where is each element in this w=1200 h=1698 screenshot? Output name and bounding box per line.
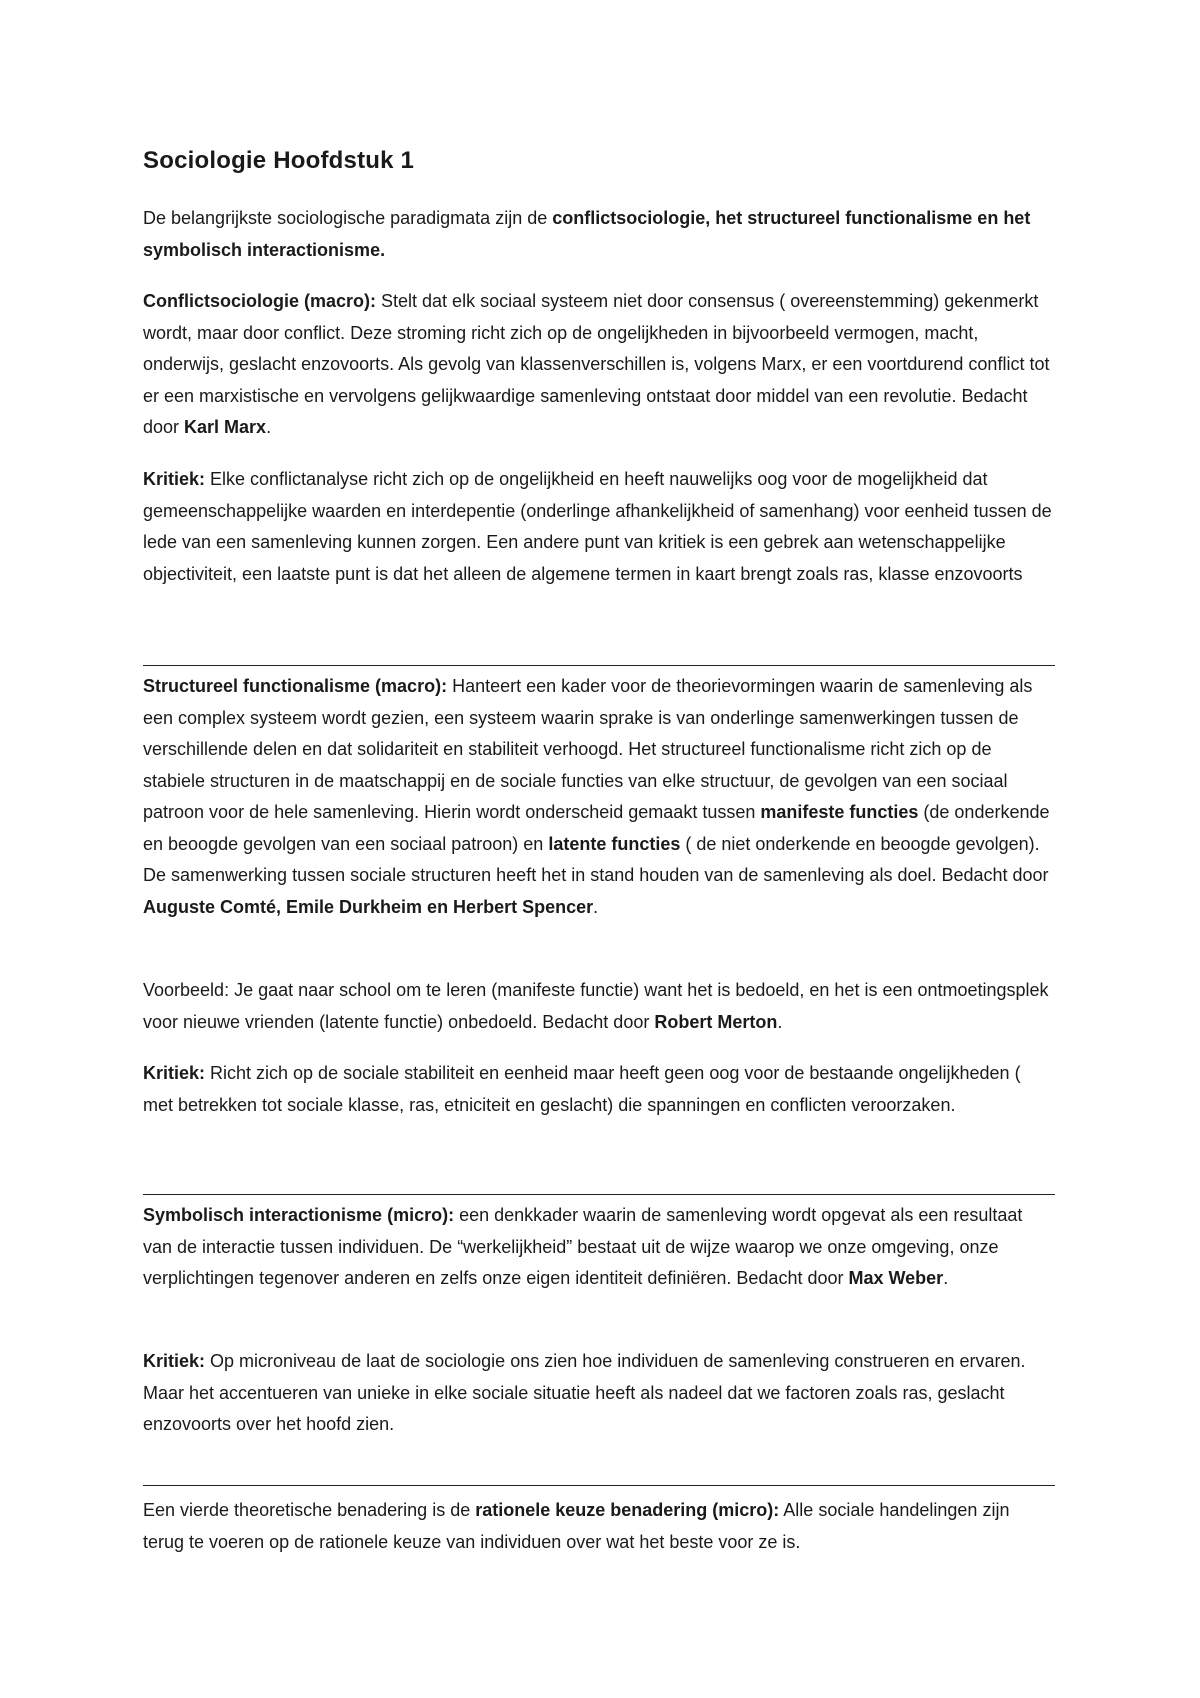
structureel-text-1: Hanteert een kader voor de theorievormingen waarin de samenleving als een complex systeem wordt gezien, een systeem waarin sprake is van onderlinge samenwerkingen tussen de verschillende delen en dat solidariteit en stabiliteit verhoogd. Het structureel functionalisme richt zich op de stabiele structuren in de maatschappij en de sociale functies van elke structuur, de gevolgen van een sociaal patroon voor de hele samenleving. Hierin wordt onderscheid gemaakt tussen	[143, 676, 1033, 822]
conflict-kritiek-paragraph	[143, 464, 1055, 590]
structureel-end: .	[593, 896, 599, 917]
voorbeeld-text: Voorbeeld: Je gaat naar school om te leren (manifeste functie) want het is bedoeld, en het is een ontmoetingsplek voor nieuwe vrienden (latente functie) onbedoeld. Bedacht door	[143, 980, 1049, 1032]
section-divider	[143, 1194, 1055, 1195]
symbolisch-text: een denkkader waarin de samenleving wordt opgevat als een resultaat van de interactie tussen individuen. De “werkelijkheid” bestaat uit de wijze waarop we onze omgeving, onze verplichtingen tegenover anderen en zelfs onze eigen identiteit definiëren. Bedacht door	[143, 1205, 1023, 1288]
symbolisch-kritiek-text: Op microniveau de laat de sociologie ons zien hoe individuen de samenleving construeren en ervaren. Maar het accentueren van unieke in elke sociale situatie heeft als nadeel dat we factoren zoals ras, geslacht enzovoorts over het hoofd zien.	[143, 1351, 1026, 1434]
conflict-paragraph	[143, 286, 1055, 444]
rationeel-text-2: Alle sociale handelingen zijn terug te voeren op de rationele keuze van individuen over wat het beste voor ze is.	[143, 1500, 1010, 1552]
structureel-authors: Auguste Comté, Emile Durkheim en Herbert Spencer	[143, 896, 594, 917]
rationeel-text-1: Een vierde theoretische benadering is de	[143, 1500, 476, 1520]
symbolisch-kritiek-label: Kritiek:	[143, 1351, 206, 1371]
section-divider	[143, 665, 1055, 666]
symbolisch-paragraph	[143, 1200, 1055, 1295]
structureel-kritiek-text: Richt zich op de sociale stabiliteit en eenheid maar heeft geen oog voor de bestaande ongelijkheden ( met betrekken tot sociale klasse, ras, etniciteit en geslacht) die spanningen en conflicten veroorzaken.	[143, 1063, 1021, 1115]
section-divider	[143, 1485, 1055, 1486]
conflict-kritiek-label: Kritiek:	[143, 469, 206, 489]
intro-paradigms: conflictsociologie, het structureel functionalisme en het symbolisch interactionisme.	[143, 208, 1031, 260]
intro-paragraph	[143, 203, 1055, 266]
conflict-author: Karl Marx	[184, 417, 267, 437]
intro-text: De belangrijkste sociologische paradigmata zijn de	[143, 208, 553, 228]
conflict-label: Conflictsociologie (macro):	[143, 291, 377, 311]
latente-functies: latente functies	[548, 833, 681, 854]
structureel-kritiek-paragraph	[143, 1058, 1055, 1121]
conflict-kritiek-text: Elke conflictanalyse richt zich op de ongelijkheid en heeft nauwelijks oog voor de mogelijkheid dat gemeenschappelijke waarden en interdepentie (onderlinge afhankelijkheid of samenhang) voor eenheid tussen de lede van een samenleving kunnen zorgen. Een andere punt van kritiek is een gebrek aan wetenschappelijke objectiviteit, een laatste punt is dat het alleen de algemene termen in kaart brengt zoals ras, klasse enzovoorts	[143, 469, 1052, 584]
symbolisch-end: .	[943, 1268, 949, 1288]
symbolisch-label: Symbolisch interactionisme (micro):	[143, 1205, 455, 1225]
structureel-label: Structureel functionalisme (macro):	[143, 676, 448, 696]
structureel-kritiek-label: Kritiek:	[143, 1063, 206, 1083]
voorbeeld-author: Robert Merton	[654, 1011, 778, 1032]
voorbeeld-end: .	[777, 1011, 783, 1032]
voorbeeld-paragraph	[143, 975, 1055, 1038]
manifeste-functies: manifeste functies	[760, 802, 919, 822]
symbolisch-kritiek-paragraph	[143, 1346, 1055, 1441]
conflict-text: Stelt dat elk sociaal systeem niet door consensus ( overeenstemming) gekenmerkt wordt, maar door conflict. Deze stroming richt zich op de ongelijkheden in bijvoorbeeld vermogen, macht, onderwijs, geslacht enzovoorts. Als gevolg van klassenverschillen is, volgens Marx, er een voortdurend conflict tot er een marxistische en vervolgens gelijkwaardige samenleving ontstaat door middel van een revolutie. Bedacht door	[143, 291, 1050, 437]
structureel-text-2: (de onderkende en beoogde gevolgen van een sociaal patroon) en	[143, 802, 1050, 854]
rationeel-paragraph	[143, 1495, 1055, 1558]
structureel-paragraph	[143, 671, 1055, 923]
conflict-end: .	[266, 417, 272, 437]
rationeel-label: rationele keuze benadering (micro):	[475, 1500, 780, 1520]
document-title: Sociologie Hoofdstuk 1	[143, 147, 415, 174]
symbolisch-author: Max Weber	[848, 1268, 944, 1288]
structureel-text-3: ( de niet onderkende en beoogde gevolgen). De samenwerking tussen sociale structuren heeft het in stand houden van de samenleving als doel. Bedacht door	[143, 833, 1049, 885]
